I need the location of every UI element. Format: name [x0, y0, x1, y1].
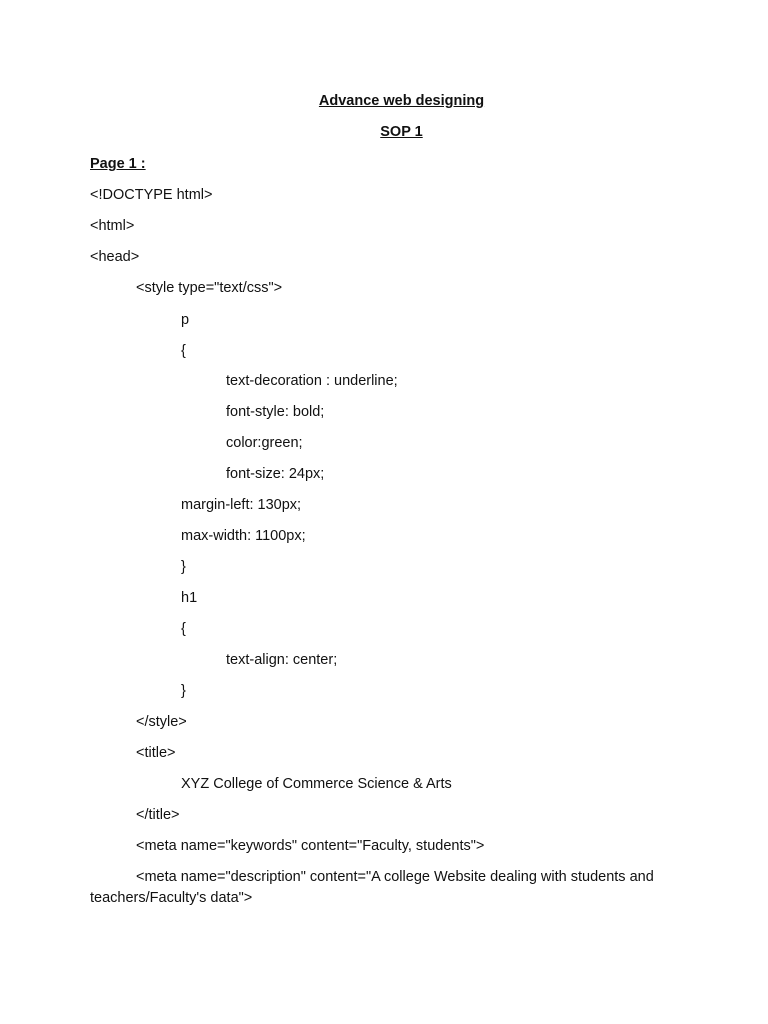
code-line: font-style: bold;	[226, 404, 325, 420]
code-line: }	[181, 559, 186, 575]
code-line: <title>	[136, 745, 176, 761]
code-line: max-width: 1100px;	[181, 528, 306, 544]
code-line: h1	[181, 590, 198, 606]
code-line: text-align: center;	[226, 652, 338, 668]
code-line: </title>	[136, 807, 180, 823]
code-line: <html>	[90, 218, 135, 234]
document-title: Advance web designing	[318, 93, 485, 109]
code-line: color:green;	[226, 435, 303, 451]
code-line-wrapped: <meta name="description" content="A college Website dealing with students and teachers/Faculty's data">	[90, 869, 654, 906]
code-line: </style>	[136, 714, 187, 730]
code-line: <!DOCTYPE html>	[90, 187, 213, 203]
code-line: <meta name="keywords" content="Faculty, students">	[136, 838, 485, 854]
code-line: {	[181, 343, 186, 359]
code-line: }	[181, 683, 186, 699]
section-label: Page 1 :	[90, 156, 146, 172]
code-line: <head>	[90, 249, 140, 265]
document-subtitle: SOP 1	[380, 124, 423, 140]
code-line: <style type="text/css">	[136, 280, 283, 296]
code-line: font-size: 24px;	[226, 466, 325, 482]
code-line: XYZ College of Commerce Science & Arts	[181, 776, 452, 792]
code-line: p	[181, 312, 190, 328]
code-line: text-decoration : underline;	[226, 373, 398, 389]
code-line: {	[181, 621, 186, 637]
code-line: margin-left: 130px;	[181, 497, 302, 513]
